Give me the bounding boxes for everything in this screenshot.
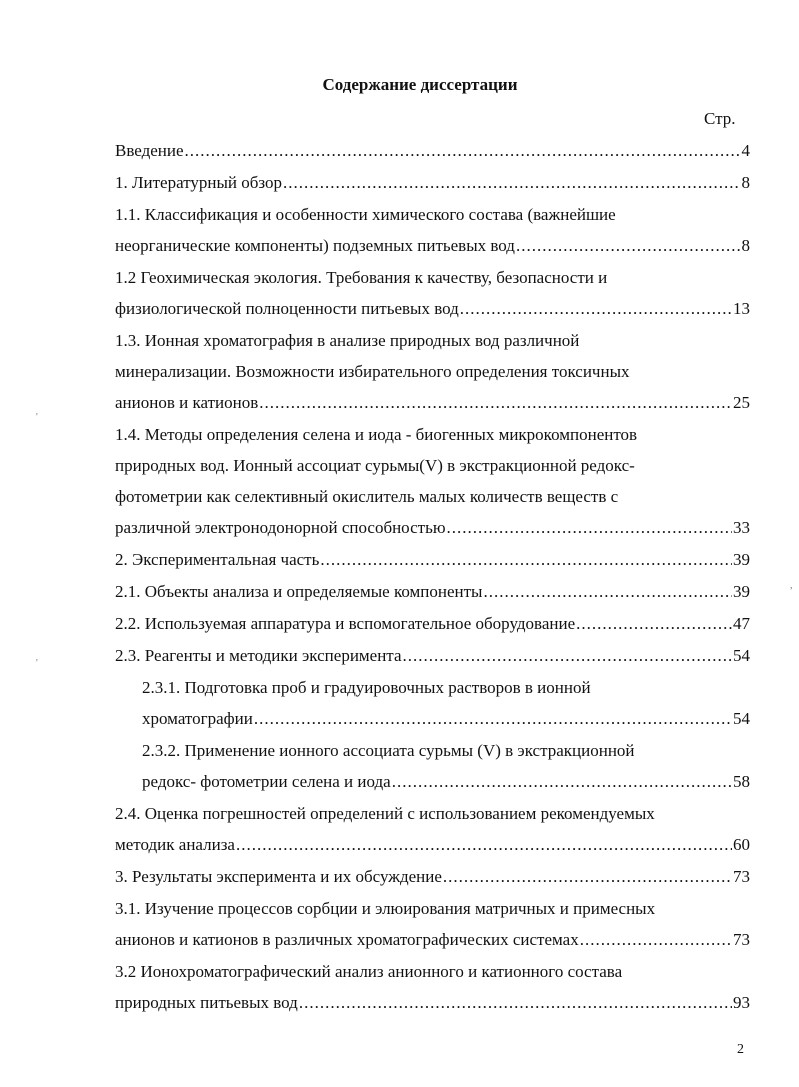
toc-entry-title: 1. Литературный обзор	[115, 173, 283, 192]
toc-page-number: 39	[733, 550, 750, 569]
toc-page-number: 39	[733, 582, 750, 601]
toc-entry-s3-1[interactable]	[115, 893, 750, 955]
table-of-contents	[115, 135, 750, 1019]
toc-entry-ch3[interactable]	[115, 861, 750, 892]
toc-entry-s2-3-1[interactable]	[115, 672, 750, 734]
toc-page-number: 54	[733, 709, 750, 728]
toc-dot-leader	[580, 924, 732, 955]
toc-entry-intro[interactable]	[115, 135, 750, 166]
toc-page-number: 54	[733, 646, 750, 665]
toc-entry-text-line: 3.2 Ионохроматографический анализ анионного и катионного состава	[115, 962, 623, 981]
page-title: Содержание диссертации	[322, 75, 518, 94]
toc-entry-title: 2.1. Объекты анализа и определяемые компоненты	[115, 582, 483, 601]
toc-entry-text-line: 1.1. Классификация и особенности химического состава (важнейшие	[115, 205, 616, 224]
toc-page-number: 4	[741, 141, 750, 160]
toc-entry-final-line	[142, 703, 750, 734]
toc-entry-title: 3. Результаты эксперимента и их обсуждение	[115, 867, 442, 886]
toc-entry-text-line: природных вод. Ионный ассоциат сурьмы(V) в экстракционной редокс-	[115, 456, 635, 475]
toc-entry-text-line: 2.3.2. Применение ионного ассоциата сурьмы (V) в экстракционной	[142, 741, 635, 760]
toc-entry-title: физиологической полноценности питьевых вод	[115, 299, 459, 318]
toc-entry-final-line	[115, 608, 750, 639]
toc-entry-title: анионов и катионов	[115, 393, 259, 412]
toc-entry-text-line: 1.4. Методы определения селена и иода - биогенных микрокомпонентов	[115, 425, 638, 444]
page-column-label: Стр.	[704, 109, 736, 128]
toc-dot-leader	[576, 608, 732, 639]
toc-entry-s2-4[interactable]	[115, 798, 750, 860]
toc-dot-leader	[443, 861, 732, 892]
toc-entry-final-line	[115, 544, 750, 575]
toc-entry-s1-3[interactable]	[115, 325, 750, 418]
toc-page-number: 8	[741, 173, 750, 192]
toc-dot-leader	[236, 829, 732, 860]
toc-entry-text-line: 1.2 Геохимическая экология. Требования к качеству, безопасности и	[115, 268, 608, 287]
toc-page-number: 93	[733, 993, 750, 1012]
toc-entry-text-line: минерализации. Возможности избирательного определения токсичных	[115, 362, 630, 381]
toc-entry-title: 2. Экспериментальная часть	[115, 550, 320, 569]
toc-entry-text-line: 1.3. Ионная хроматография в анализе природных вод различной	[115, 331, 580, 350]
toc-entry-final-line	[115, 135, 750, 166]
scan-speck: '	[36, 658, 38, 669]
toc-page-number: 73	[733, 930, 750, 949]
toc-page-number: 58	[733, 772, 750, 791]
toc-entry-final-line	[115, 861, 750, 892]
toc-entry-text-line: 2.4. Оценка погрешностей определений с использованием рекомендуемых	[115, 804, 655, 823]
toc-entry-s2-3-2[interactable]	[115, 735, 750, 797]
toc-dot-leader	[283, 167, 740, 198]
toc-entry-title: хроматографии	[142, 709, 253, 728]
toc-entry-final-line	[115, 924, 750, 955]
toc-entry-s1-1[interactable]	[115, 199, 750, 261]
toc-entry-final-line	[115, 512, 750, 543]
toc-entry-text-line: 2.3.1. Подготовка проб и градуировочных растворов в ионной	[142, 678, 591, 697]
toc-entry-s2-3[interactable]	[115, 640, 750, 671]
toc-entry-title: 2.2. Используемая аппаратура и вспомогательное оборудование	[115, 614, 576, 633]
toc-entry-title: неорганические компоненты) подземных питьевых вод	[115, 236, 515, 255]
toc-entry-title: анионов и катионов в различных хроматографических системах	[115, 930, 579, 949]
toc-entry-ch1[interactable]	[115, 167, 750, 198]
toc-entry-title: методик анализа	[115, 835, 235, 854]
toc-entry-s1-4[interactable]	[115, 419, 750, 543]
toc-entry-title: различной электронодонорной способностью	[115, 518, 446, 537]
toc-page-number: 13	[733, 299, 750, 318]
toc-entry-title: редокс- фотометрии селена и иода	[142, 772, 391, 791]
toc-page-number: 25	[733, 393, 750, 412]
toc-page-number: 73	[733, 867, 750, 886]
toc-entry-s2-2[interactable]	[115, 608, 750, 639]
toc-entry-ch2[interactable]	[115, 544, 750, 575]
toc-dot-leader	[516, 230, 741, 261]
toc-page-number: 47	[733, 614, 750, 633]
toc-dot-leader	[483, 576, 732, 607]
toc-entry-text-line: фотометрии как селективный окислитель малых количеств веществ с	[115, 487, 619, 506]
page-number: 2	[737, 1042, 744, 1057]
toc-dot-leader	[447, 512, 732, 543]
scan-speck: '	[36, 412, 38, 423]
toc-page-number: 8	[741, 236, 750, 255]
toc-entry-final-line	[115, 829, 750, 860]
toc-dot-leader	[460, 293, 732, 324]
toc-dot-leader	[320, 544, 732, 575]
toc-dot-leader	[254, 703, 732, 734]
scan-speck: ,	[790, 580, 793, 591]
toc-page-number: 33	[733, 518, 750, 537]
toc-entry-s1-2[interactable]	[115, 262, 750, 324]
toc-entry-title: 2.3. Реагенты и методики эксперимента	[115, 646, 402, 665]
toc-entry-s3-2[interactable]	[115, 956, 750, 1018]
toc-entry-final-line	[142, 766, 750, 797]
toc-entry-title: природных питьевых вод	[115, 993, 298, 1012]
toc-entry-final-line	[115, 387, 750, 418]
toc-dot-leader	[299, 987, 732, 1018]
toc-entry-title: Введение	[115, 141, 184, 160]
toc-entry-s2-1[interactable]	[115, 576, 750, 607]
toc-entry-final-line	[115, 230, 750, 261]
toc-entry-final-line	[115, 167, 750, 198]
toc-entry-final-line	[115, 293, 750, 324]
toc-entry-final-line	[115, 576, 750, 607]
toc-entry-text-line: 3.1. Изучение процессов сорбции и элюирования матричных и примесных	[115, 899, 656, 918]
toc-dot-leader	[259, 387, 732, 418]
toc-entry-final-line	[115, 640, 750, 671]
toc-dot-leader	[392, 766, 732, 797]
toc-page-number: 60	[733, 835, 750, 854]
toc-dot-leader	[185, 135, 741, 166]
toc-entry-final-line	[115, 987, 750, 1018]
toc-dot-leader	[403, 640, 733, 671]
